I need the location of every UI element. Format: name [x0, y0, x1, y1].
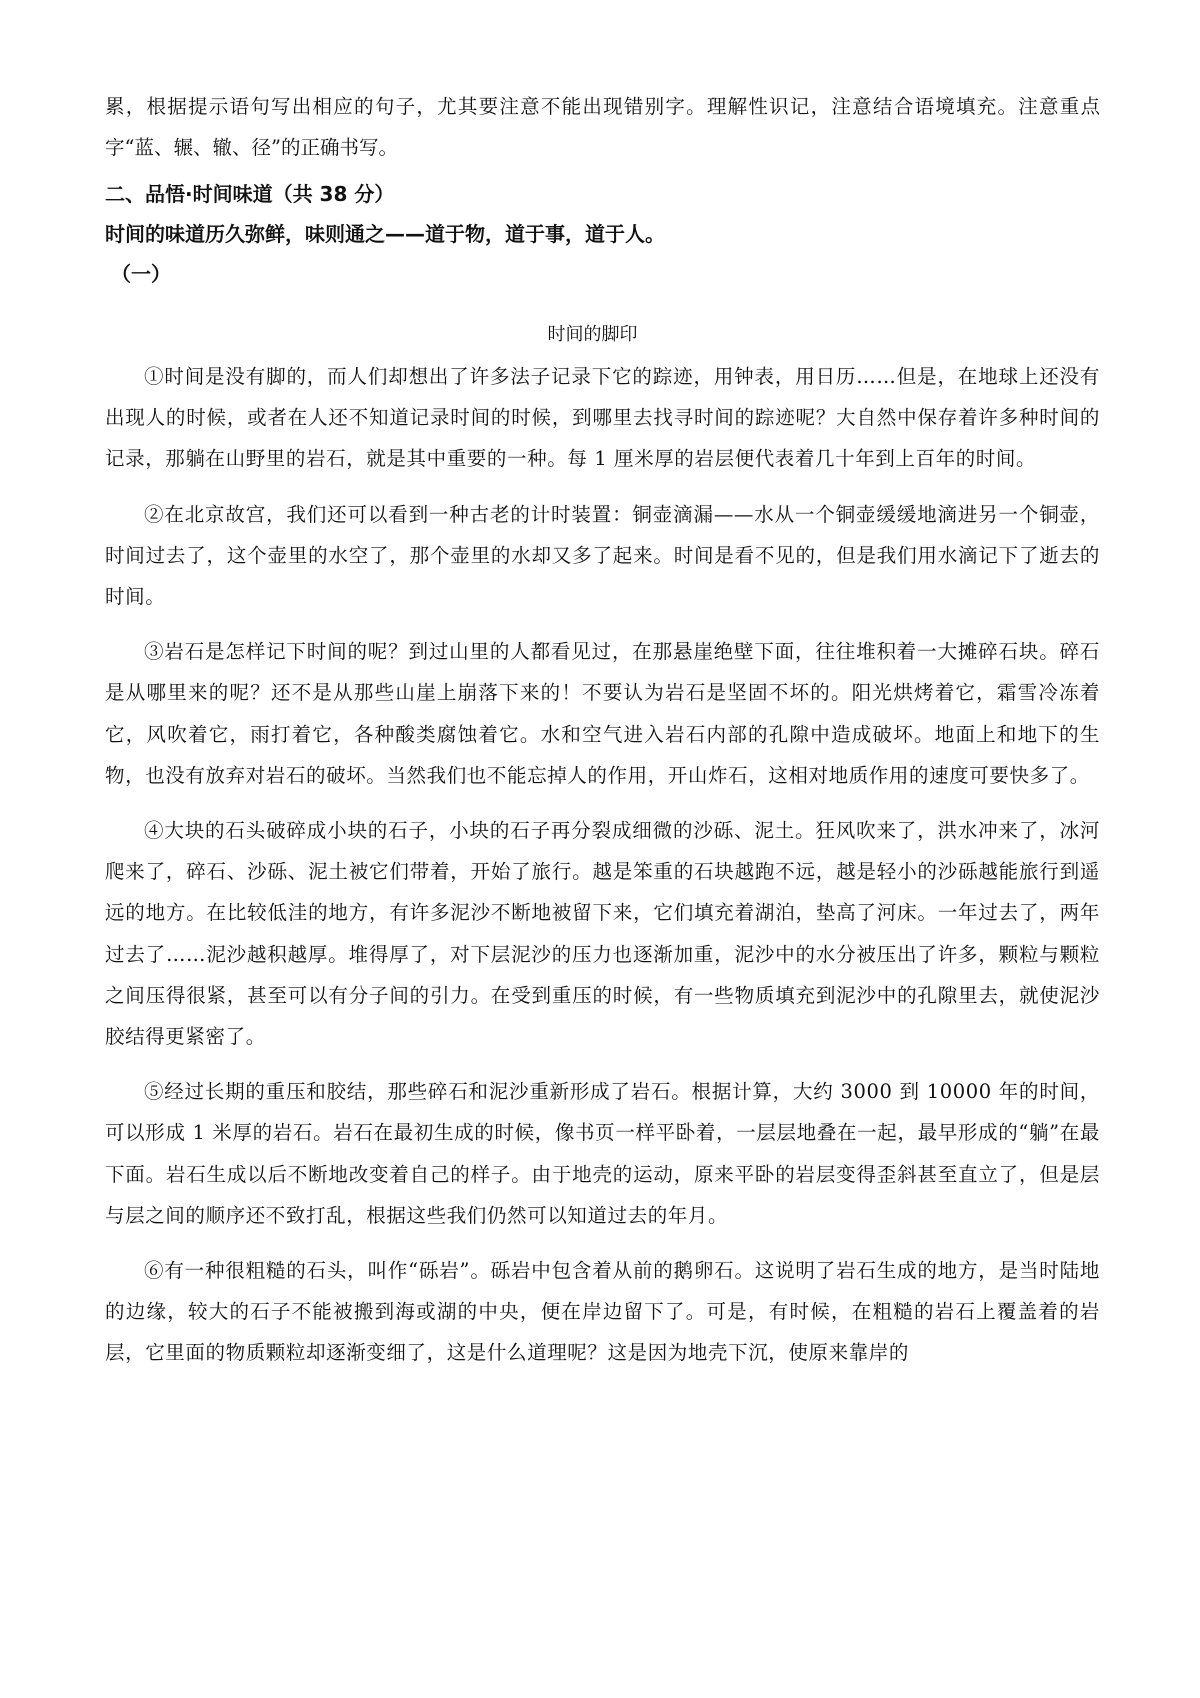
paragraph-4: ④大块的石头破碎成小块的石子，小块的石子再分裂成细微的沙砾、泥土。狂风吹来了，洪水冲来了，冰河爬来了，碎石、沙砾、泥土被它们带着，开始了旅行。越是笨重的石块越跑不远，越是轻小的沙砾越能旅行到遥远的地方。在比较低洼的地方，有许多泥沙不断地被留下来，它们填充着湖泊，垫高了河床。一年过去了，两年过去了……泥沙越积越厚。堆得厚了，对下层泥沙的压力也逐渐加重，泥沙中的水分被压出了许多，颗粒与颗粒之间压得很紧，甚至可以有分子间的引力。在受到重压的时候，有一些物质填充到泥沙中的孔隙里去，就使泥沙胶结得更紧密了。: [105, 819, 1100, 1049]
paragraph-1: ①时间是没有脚的，而人们却想出了许多法子记录下它的踪迹，用钟表，用日历……但是，在地球上还没有出现人的时候，或者在人还不知道记录时间的时候，到哪里去找寻时间的踪迹呢？大自然中保存着许多种时间的记录，那躺在山野里的岩石，就是其中重要的一种。每 1 厘米厚的岩层便代表着几十年到上百年的时间。: [105, 365, 1100, 471]
section-intro: 时间的味道历久弥鲜，味则通之——道于物，道于事，道于人。: [105, 222, 665, 246]
document-page: [105, 86, 1100, 1388]
sub-section-label: （一）: [111, 262, 171, 286]
paragraph-2: ②在北京故宫，我们还可以看到一种古老的计时装置：铜壶滴漏——水从一个铜壶缓缓地滴进另一个铜壶，时间过去了，这个壶里的水空了，那个壶里的水却又多了起来。时间是看不见的，但是我们用水滴记下了逝去的时间。: [105, 502, 1100, 609]
paragraph-6: ⑥有一种很粗糙的石头，叫作“砾岩”。砾岩中包含着从前的鹅卵石。这说明了岩石生成的地方，是当时陆地的边缘，较大的石子不能被搬到海或湖的中央，便在岸边留下了。可是，有时候，在粗糙的岩石上覆盖着的岩层，它里面的物质颗粒却逐渐变细了，这是什么道理呢？这是因为地壳下沉，使原来靠岸的: [105, 1259, 1100, 1365]
paragraph-3: ③岩石是怎样记下时间的呢？到过山里的人都看见过，在那悬崖绝壁下面，往往堆积着一大摊碎石块。碎石是从哪里来的呢？还不是从那些山崖上崩落下来的！不要认为岩石是坚固不坏的。阳光烘烤着它，霜雪冷冻着它，风吹着它，雨打着它，各种酸类腐蚀着它。水和空气进入岩石内部的孔隙中造成破坏。地面上和地下的生物，也没有放弃对岩石的破坏。当然我们也不能忘掉人的作用，开山炸石，这相对地质作用的速度可要快多了。: [105, 640, 1100, 787]
paragraph-5: ⑤经过长期的重压和胶结，那些碎石和泥沙重新形成了岩石。根据计算，大约 3000 到 10000 年的时间，可以形成 1 米厚的岩石。岩石在最初生成的时候，像书页一样平卧着，一层层地叠在一起，最早形成的“躺”在最下面。岩石生成以后不断地改变着自己的样子。由于地壳的运动，原来平卧的岩层变得歪斜甚至直立了，但是层与层之间的顺序还不致打乱，根据这些我们仍然可以知道过去的年月。: [105, 1080, 1100, 1227]
header-continuation-text: 累，根据提示语句写出相应的句子，尤其要注意不能出现错别字。理解性识记，注意结合语境填充。注意重点字“蓝、辗、辙、径”的正确书写。: [105, 95, 1100, 159]
passage-title: 时间的脚印: [547, 324, 638, 345]
section-title: 二、品悟·时间味道（共 38 分）: [105, 182, 395, 206]
